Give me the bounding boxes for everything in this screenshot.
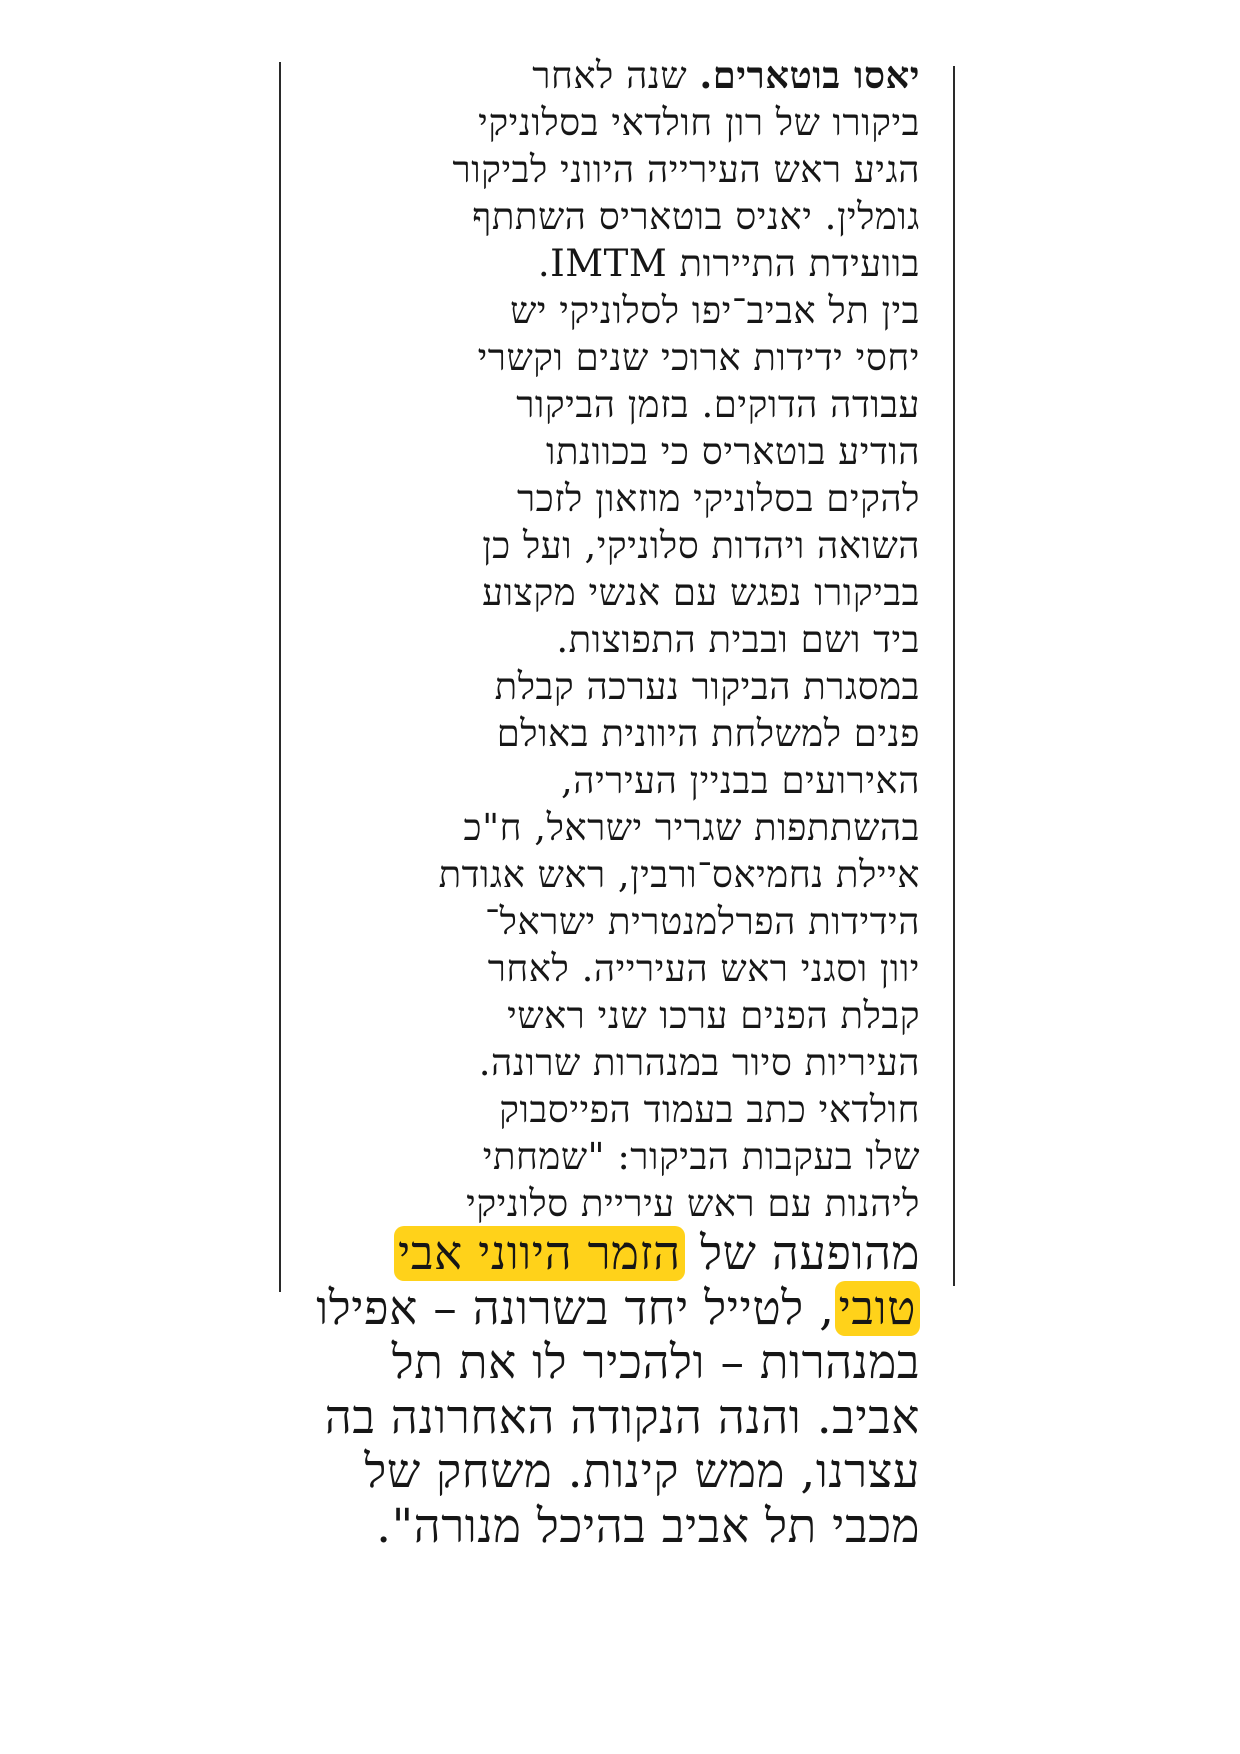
article-line-text: , לטייל יחד בשרונה – אפילו bbox=[316, 1280, 835, 1336]
article-line: הידידות הפרלמנטרית ישראל־ bbox=[485, 900, 920, 943]
article-line: השואה ויהדות סלוניקי, ועל כן bbox=[482, 524, 920, 567]
article-body-large bbox=[300, 1227, 920, 1554]
article-line: אביב. והנה הנקודה האחרונה בה bbox=[324, 1389, 920, 1445]
article-line-text: מהופעה של bbox=[684, 1226, 920, 1281]
article-line: ביד ושם ובבית התפוצות. bbox=[556, 618, 920, 661]
article-line: העיריות סיור במנהרות שרונה. bbox=[478, 1041, 920, 1084]
article-line: הודיע בוטאריס כי בכוונתו bbox=[546, 430, 920, 473]
article-line: ביקורו של רון חולדאי בסלוניקי bbox=[478, 101, 920, 144]
article-line: יוון וסגני ראש העירייה. לאחר bbox=[487, 947, 920, 990]
article-line: עבודה הדוקים. בזמן הביקור bbox=[516, 383, 920, 426]
article-line: בהשתתפות שגריר ישראל, ח"כ bbox=[463, 806, 920, 849]
article-line: גומלין. יאניס בוטאריס השתתף bbox=[472, 195, 920, 238]
article-line bbox=[300, 1227, 920, 1282]
article-line: ליהנות עם ראש עיריית סלוניקי bbox=[466, 1182, 920, 1225]
article-body-small bbox=[300, 52, 920, 1227]
article-line-text: שנה לאחר bbox=[532, 54, 700, 97]
article-line: חולדאי כתב בעמוד הפייסבוק bbox=[499, 1088, 920, 1131]
article-line bbox=[300, 52, 920, 99]
article-line: יחסי ידידות ארוכי שנים וקשרי bbox=[477, 336, 920, 379]
article-line: שלו בעקבות הביקור: "שמחתי bbox=[482, 1135, 920, 1178]
article-line: בוועידת התיירות IMTM. bbox=[537, 242, 920, 285]
article-line: במסגרת הביקור נערכה קבלת bbox=[494, 665, 920, 708]
article-line bbox=[300, 1282, 920, 1337]
article-line: להקים בסלוניקי מוזאון לזכר bbox=[516, 477, 920, 520]
article-line: מכבי תל אביב בהיכל מנורה". bbox=[376, 1498, 920, 1554]
article-lead: יאסו בוטארים. bbox=[699, 53, 920, 97]
article-line: עצרנו, ממש קינות. משחק של bbox=[364, 1444, 920, 1499]
article-line: במנהרות – ולהכיר לו את תל bbox=[391, 1335, 920, 1390]
highlighted-text: הזמר היווני אבי bbox=[394, 1226, 685, 1281]
article-line: בביקורו נפגש עם אנשי מקצוע bbox=[482, 571, 920, 614]
article-clipping bbox=[300, 52, 920, 1554]
column-rule-left bbox=[279, 62, 281, 1292]
column-rule-right bbox=[953, 66, 955, 1286]
article-line: קבלת הפנים ערכו שני ראשי bbox=[507, 994, 920, 1037]
article-line: פנים למשלחת היוונית באולם bbox=[496, 712, 920, 755]
highlighted-text: טובי bbox=[835, 1281, 920, 1336]
article-line: בין תל אביב־יפו לסלוניקי יש bbox=[510, 289, 920, 332]
article-line: האירועים בבניין העיריה, bbox=[561, 759, 920, 802]
article-line: הגיע ראש העירייה היווני לביקור bbox=[452, 148, 920, 191]
article-line: איילת נחמיאס־ורבין, ראש אגודת bbox=[438, 853, 920, 896]
